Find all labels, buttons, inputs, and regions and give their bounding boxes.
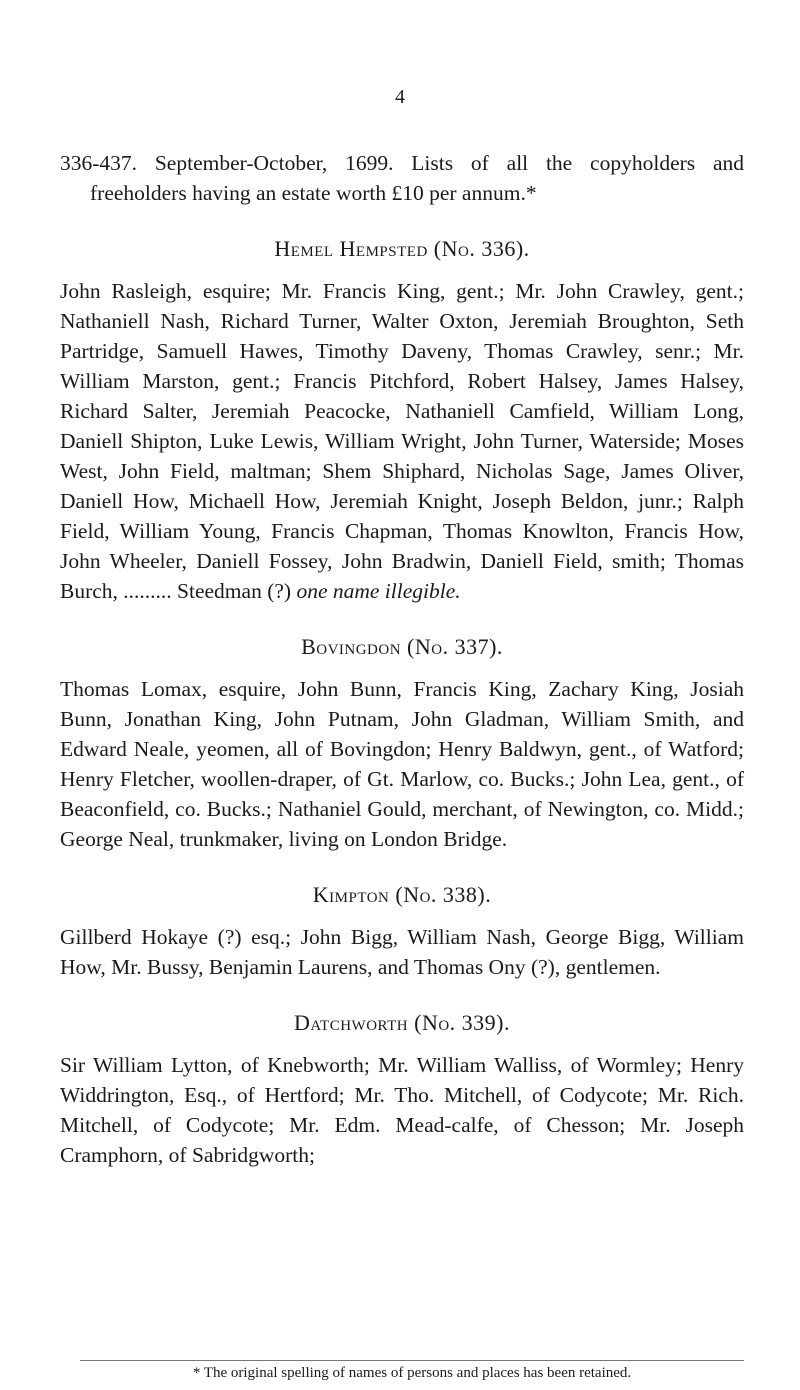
page-content	[60, 148, 744, 1170]
intro-paragraph: 336-437. September-October, 1699. Lists of all the copyholders and freeholders having an estate worth £10 per annum.*	[60, 151, 744, 205]
section-title-bovingdon: Bovingdon (No. 337).	[301, 634, 503, 659]
section-body-text: John Rasleigh, esquire; Mr. Francis King, gent.; Mr. John Crawley, gent.; Nathaniell Nash, Richard Turner, Walter Oxton, Jeremiah Broughton, Seth Partridge, Samuell Hawes, Timothy Daveny, Thomas Crawley, senr.; Mr. William Marston, gent.; Francis Pitchford, Robert Halsey, James Halsey, Richard Salter, Jeremiah Peacocke, Nathaniell Camfield, William Long, Daniell Shipton, Luke Lewis, William Wright, John Turner, Waterside; Moses West, John Field, maltman; Shem Shiphard, Nicholas Sage, James Oliver, Daniell How, Michaell How, Jeremiah Knight, Joseph Beldon, junr.; Ralph Field, William Young, Francis Chapman, Thomas Knowlton, Francis How, John Wheeler, Daniell Fossey, John Bradwin, Daniell Field, smith; Thomas Burch, ......... Steedman (?)	[60, 279, 744, 603]
section-body-hemel-hempsted	[60, 276, 744, 606]
section-title-datchworth: Datchworth (No. 339).	[293, 1010, 511, 1035]
page-number: 4	[395, 86, 405, 108]
footnote: * The original spelling of names of persons and places has been retained.	[80, 1360, 744, 1382]
section-title-kimpton: Kimpton (No. 338).	[312, 882, 492, 907]
section-body-datchworth: Sir William Lytton, of Knebworth; Mr. William Walliss, of Wormley; Henry Widdrington, Esq., of Hertford; Mr. Tho. Mitchell, of Codycote; Mr. Rich. Mitchell, of Codycote; Mr. Edm. Mead-calfe, of Chesson; Mr. Joseph Cramphorn, of Sabridgworth;	[60, 1053, 744, 1167]
section-body-italic-note: one name illegible.	[296, 579, 461, 603]
section-title-hemel-hempsted: Hemel Hempsted (No. 336).	[274, 236, 530, 261]
section-body-bovingdon: Thomas Lomax, esquire, John Bunn, Francis King, Zachary King, Josiah Bunn, Jonathan King, John Putnam, John Gladman, William Smith, and Edward Neale, yeomen, all of Bovingdon; Henry Baldwyn, gent., of Watford; Henry Fletcher, woollen-draper, of Gt. Marlow, co. Bucks.; John Lea, gent., of Beaconfield, co. Bucks.; Nathaniel Gould, merchant, of Newington, co. Midd.; George Neal, trunkmaker, living on London Bridge.	[60, 677, 744, 851]
section-body-kimpton: Gillberd Hokaye (?) esq.; John Bigg, William Nash, George Bigg, William How, Mr. Bussy, Benjamin Laurens, and Thomas Ony (?), gentlemen.	[60, 925, 744, 979]
